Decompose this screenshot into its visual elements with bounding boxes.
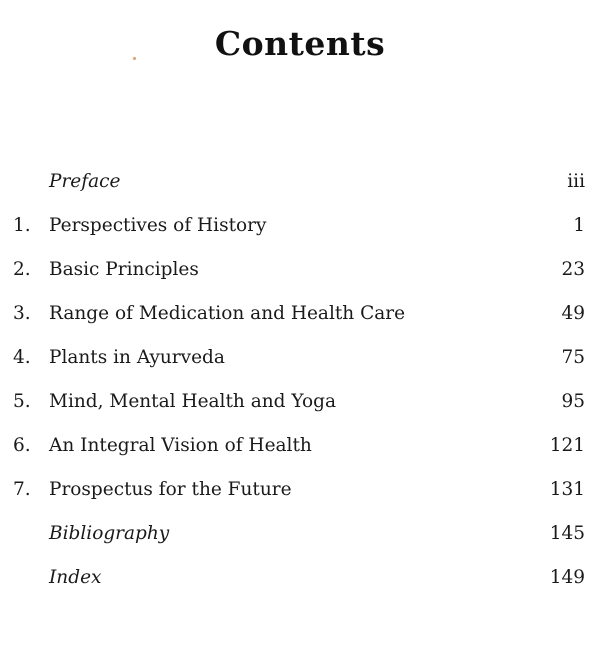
toc-entry-chapter-2 [0,255,600,299]
entry-title: Basic Principles [49,259,199,280]
entry-title: Range of Medication and Health Care [49,303,406,324]
entry-page: iii [567,171,585,192]
toc-entry-chapter-5 [0,387,600,431]
entry-number: 4. [13,347,31,368]
paper-speck [133,57,136,60]
entry-title: Plants in Ayurveda [49,347,225,368]
entry-number: 2. [13,259,31,280]
toc-entry-preface [0,167,600,211]
toc-entry-chapter-7 [0,475,600,519]
entry-page: 131 [549,479,585,500]
entry-number: 5. [13,391,31,412]
toc-entry-chapter-6 [0,431,600,475]
entry-page: 95 [561,391,585,412]
toc-entry-bibliography [0,519,600,563]
entry-page: 75 [561,347,585,368]
entry-page: 23 [561,259,585,280]
toc-entry-index [0,563,600,607]
entry-number: 3. [13,303,31,324]
entry-title: Prospectus for the Future [49,479,292,500]
entry-title: Preface [49,171,121,192]
entry-page: 145 [549,523,585,544]
entry-page: 1 [573,215,585,236]
entry-number: 7. [13,479,31,500]
entry-title: Mind, Mental Health and Yoga [49,391,336,412]
page-title: Contents [214,24,386,63]
entry-title: Perspectives of History [49,215,267,236]
toc-entry-chapter-3 [0,299,600,343]
entry-number: 1. [13,215,31,236]
entry-page: 49 [561,303,585,324]
entry-page: 149 [549,567,585,588]
entry-title: Index [49,567,102,588]
entry-title: An Integral Vision of Health [49,435,312,456]
entry-page: 121 [549,435,585,456]
entry-number: 6. [13,435,31,456]
entry-title: Bibliography [49,523,170,544]
toc-entry-chapter-1 [0,211,600,255]
table-of-contents [0,167,600,607]
toc-entry-chapter-4 [0,343,600,387]
